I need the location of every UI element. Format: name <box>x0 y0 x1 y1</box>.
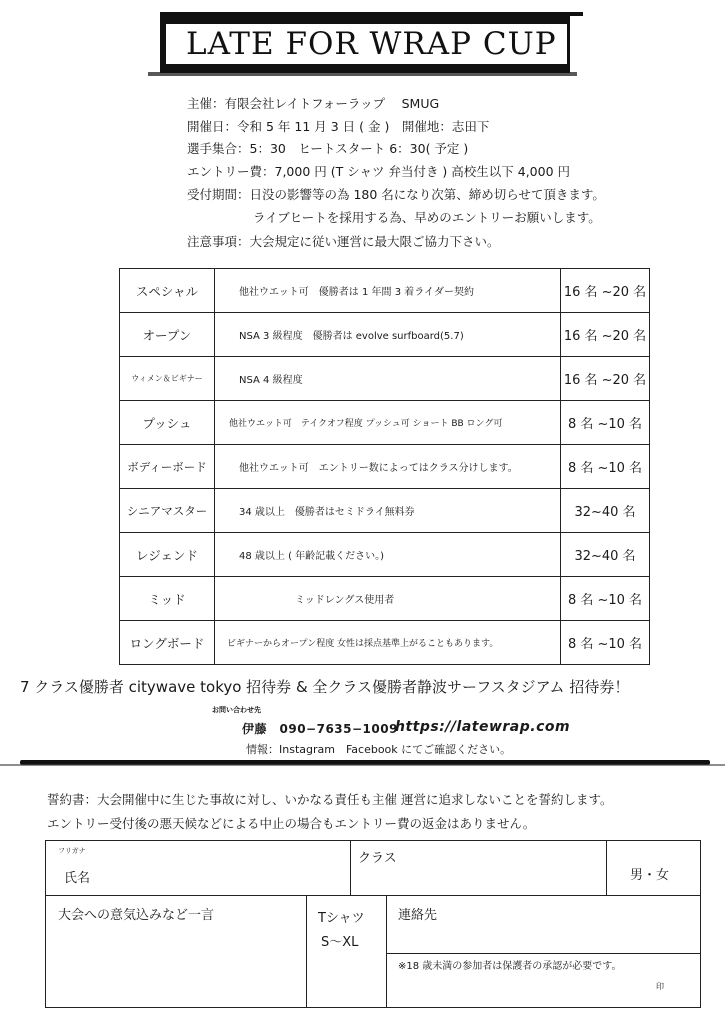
entry-fee: エントリー費：7,000 円 (T シャツ 弁当付き ) 高校生以下 4,000 円 <box>187 164 570 179</box>
form-divider <box>386 895 387 1007</box>
class-name: ロングボード <box>120 621 215 665</box>
gender-field[interactable]: 男・女 <box>630 868 670 883</box>
class-capacity: 8 名 ~10 名 <box>561 621 650 665</box>
table-row <box>120 269 650 313</box>
table-row <box>120 489 650 533</box>
page-title: LATE FOR WRAP CUP <box>186 26 557 62</box>
contact-phone: 伊藤 090−7635−1009 <box>242 722 398 736</box>
furigana-label: フリガナ <box>58 847 86 855</box>
class-capacity: 8 名 ~10 名 <box>561 577 650 621</box>
seal-field[interactable]: 印 <box>656 982 664 991</box>
prize-text: 7 クラス優勝者 citywave tokyo 招待券 & 全クラス優勝者静波サーフスタジアム 招待券！ <box>20 678 630 696</box>
table-row <box>120 313 650 357</box>
form-divider <box>386 953 700 954</box>
class-capacity: 8 名 ~10 名 <box>561 401 650 445</box>
form-divider <box>606 841 607 895</box>
class-desc: 34 歳以上 優勝者はセミドライ無料券 <box>215 489 561 533</box>
pledge-line-1: 誓約書：大会開催中に生じた事故に対し、いかなる責任も主催 運営に追求しないことを誓約します。 <box>47 792 613 807</box>
table-row <box>120 445 650 489</box>
form-divider <box>350 841 351 895</box>
class-desc: ミッドレングス使用者 <box>215 577 561 621</box>
entry-period: 受付期間：日没の影響等の為 180 名になり次第、締め切らせて頂きます。 <box>187 187 605 202</box>
class-field[interactable]: クラス <box>358 851 397 866</box>
class-desc: 他社ウエット可 エントリー数によってはクラス分けします。 <box>215 445 561 489</box>
tshirt-label: Tシャツ <box>318 911 365 926</box>
event-time: 選手集合：5：30 ヒートスタート 6：30( 予定 ) <box>187 141 469 156</box>
class-desc: ビギナーからオープン程度 女性は採点基準上がることもあります。 <box>215 621 561 665</box>
table-row <box>120 577 650 621</box>
entry-form <box>45 840 701 1008</box>
event-date: 開催日：令和 5 年 11 月 3 日 ( 金 ) 開催地：志田下 <box>187 119 490 134</box>
class-capacity: 32~40 名 <box>561 533 650 577</box>
class-desc: 他社ウエット可 テイクオフ程度 プッシュ可 ショート BB ロング可 <box>215 401 561 445</box>
class-desc: 48 歳以上 ( 年齢記載ください。) <box>215 533 561 577</box>
class-name: ウィメン＆ビギナー <box>120 357 215 401</box>
entry-period-note: ライブヒートを採用する為、早めのエントリーお願いします。 <box>253 210 601 225</box>
organizer: 主催：有限会社レイトフォーラップ SMUG <box>187 96 440 111</box>
class-capacity: 8 名 ~10 名 <box>561 445 650 489</box>
class-desc: 他社ウエット可 優勝者は 1 年間 3 着ライダー契約 <box>215 269 561 313</box>
website-link[interactable]: https://latewrap.com <box>395 719 571 735</box>
contact-label: お問い合わせ先 <box>212 706 261 714</box>
class-capacity: 32~40 名 <box>561 489 650 533</box>
table-row <box>120 357 650 401</box>
table-row <box>120 401 650 445</box>
class-name: ミッド <box>120 577 215 621</box>
table-row <box>120 533 650 577</box>
form-divider <box>46 895 700 896</box>
contact-field[interactable]: 連絡先 <box>398 908 438 923</box>
pledge-line-2: エントリー受付後の悪天候などによる中止の場合もエントリー費の返金はありません。 <box>47 816 536 831</box>
divider <box>0 764 725 766</box>
class-name: レジェンド <box>120 533 215 577</box>
class-capacity: 16 名 ~20 名 <box>561 269 650 313</box>
class-desc: NSA 4 級程度 <box>215 357 561 401</box>
class-name: ボディーボード <box>120 445 215 489</box>
class-capacity: 16 名 ~20 名 <box>561 357 650 401</box>
class-table <box>119 268 650 665</box>
tshirt-size-field[interactable]: S〜XL <box>321 935 359 950</box>
name-field[interactable]: 氏名 <box>64 871 91 886</box>
sns-info: 情報：Instagram Facebook にてご確認ください。 <box>246 743 512 756</box>
table-row <box>120 621 650 665</box>
notice: 注意事項：大会規定に従い運営に最大限ご協力下さい。 <box>187 234 500 249</box>
comment-field[interactable]: 大会への意気込みなど一言 <box>58 908 215 923</box>
form-divider <box>306 895 307 1007</box>
class-desc: NSA 3 級程度 優勝者は evolve surfboard(5.7) <box>215 313 561 357</box>
minor-note: ※18 歳未満の参加者は保護者の承認が必要です。 <box>398 961 622 972</box>
class-name: オープン <box>120 313 215 357</box>
class-name: プッシュ <box>120 401 215 445</box>
class-name: シニアマスター <box>120 489 215 533</box>
class-name: スペシャル <box>120 269 215 313</box>
class-capacity: 16 名 ~20 名 <box>561 313 650 357</box>
